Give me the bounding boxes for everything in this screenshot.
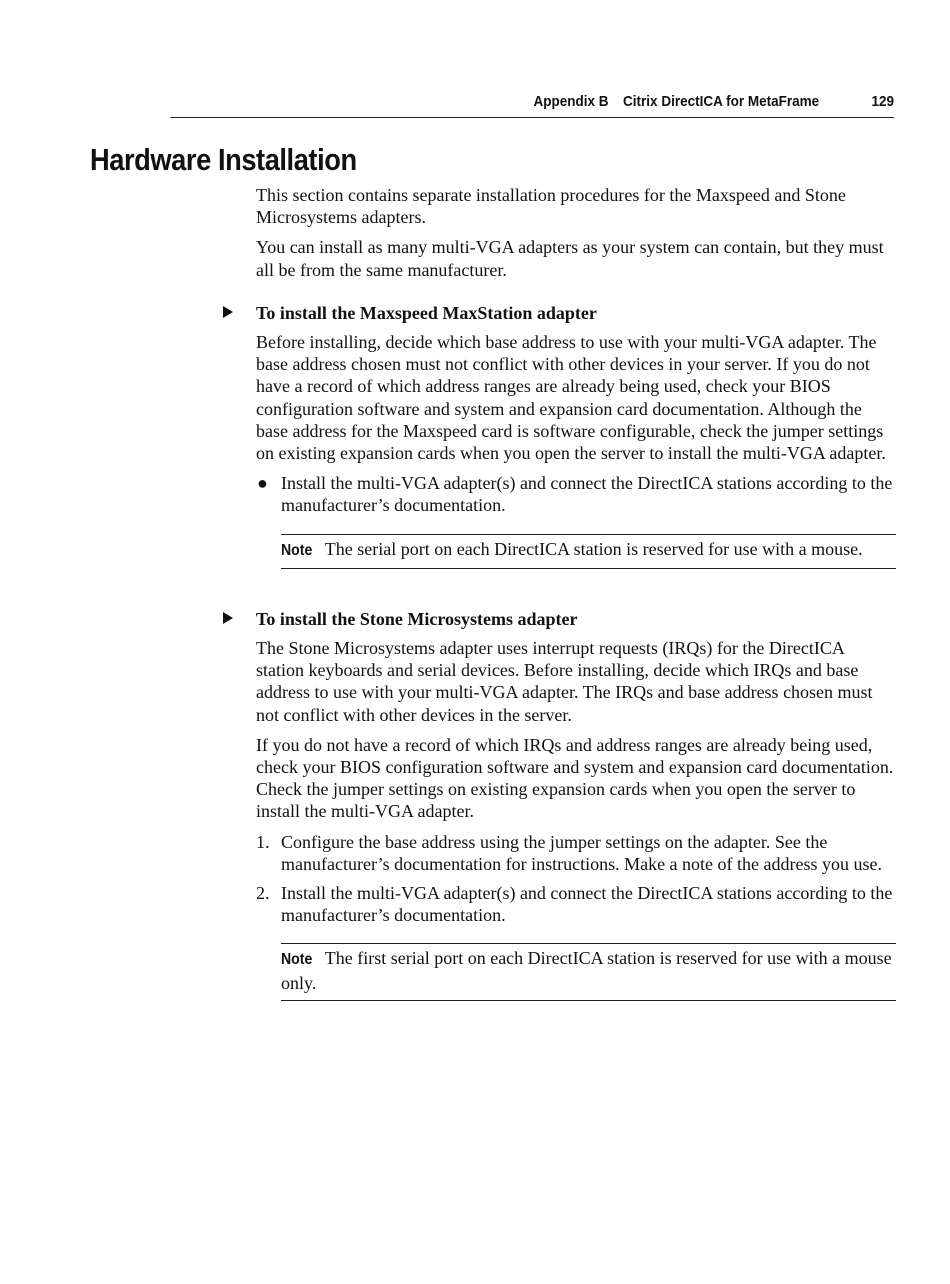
procedure-heading (256, 302, 896, 324)
triangle-arrow-icon (223, 612, 233, 624)
page-number: 129 (871, 93, 894, 110)
note-label: Note (281, 951, 313, 969)
chapter-label: Appendix B (533, 93, 609, 110)
intro-paragraph: This section contains separate installation procedures for the Maxspeed and Stone Microsystems adapters. (256, 185, 846, 228)
chapter-title: Citrix DirectICA for MetaFrame (623, 93, 820, 110)
list-item (256, 472, 896, 516)
triangle-arrow-icon (223, 306, 233, 318)
procedure-paragraph: The Stone Microsystems adapter uses interrupt requests (IRQs) for the DirectICA station keyboards and serial devices. Before installing, decide which IRQs and base address to use with your multi-VGA adapter. The IRQs and base address chosen must not conflict with other devices in the server. (256, 638, 873, 725)
procedure-paragraph: If you do not have a record of which IRQs and address ranges are already being used, check your BIOS configuration software and system and expansion card documentation. Check the jumper settings on existing expansion cards when you open the server to install the multi-VGA adapter. (256, 734, 894, 822)
step-item (256, 831, 896, 875)
procedure-heading (256, 608, 896, 630)
procedure-paragraph: Before installing, decide which base address to use with your multi-VGA adapter. The base address chosen must not conflict with other devices in your server. If you do not have a record of which address ranges are already being used, check your BIOS configuration software and system and expansion card documentation. Although the base address for the Maxspeed card is software configurable, check the jumper settings on existing expansion cards when you open the server to install the multi-VGA adapter. (256, 332, 886, 464)
list-item-text: Install the multi-VGA adapter(s) and connect the DirectICA stations according to the manufacturer’s documentation. (281, 473, 893, 516)
procedure-heading-text: To install the Maxspeed MaxStation adapter (256, 302, 597, 323)
procedure-heading-text: To install the Stone Microsystems adapter (256, 608, 578, 629)
note-text: The first serial port on each DirectICA station is reserved for use with a mouse only. (281, 948, 892, 993)
note-box (281, 943, 896, 1000)
note-label: Note (281, 541, 313, 559)
section-body (256, 184, 896, 1001)
step-text: Install the multi-VGA adapter(s) and connect the DirectICA stations according to the manufacturer’s documentation. (281, 883, 893, 926)
step-number: 1. (256, 831, 270, 852)
step-number: 2. (256, 883, 270, 904)
bullet-icon: ● (257, 473, 268, 494)
note-text: The serial port on each DirectICA station is reserved for use with a mouse. (324, 538, 863, 559)
running-header (170, 92, 894, 118)
intro-paragraph: You can install as many multi-VGA adapters as your system can contain, but they must all be from the same manufacturer. (256, 237, 884, 280)
step-item (256, 882, 896, 926)
section-title: Hardware Installation (90, 142, 357, 177)
step-text: Configure the base address using the jumper settings on the adapter. See the manufacturer’s documentation for instructions. Make a note of the address you use. (281, 831, 882, 874)
note-box (281, 534, 896, 569)
